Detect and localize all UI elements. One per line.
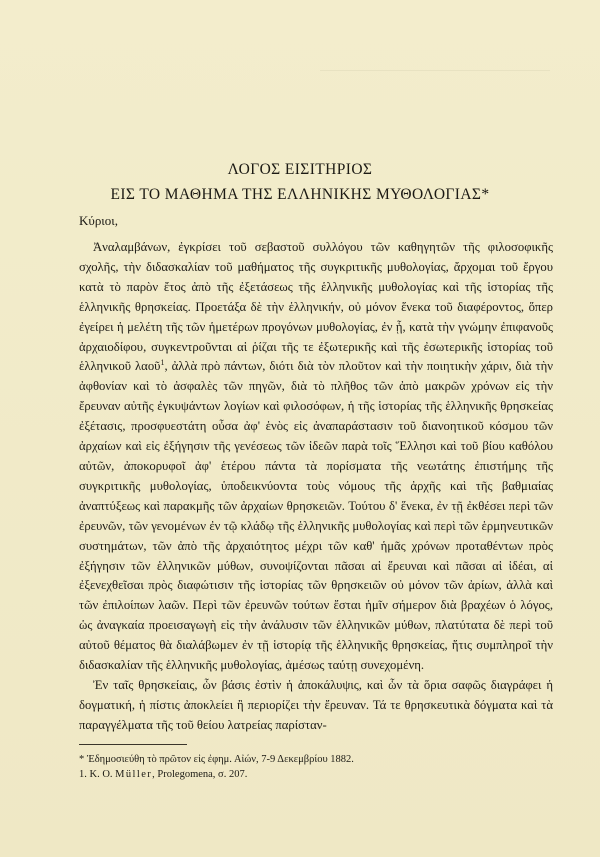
paragraph-2: Ἐν ταῖς θρησκείαις, ὧν βάσις ἐστὶν ἡ ἀποκάλυψις, καὶ ὧν τὰ ὅρια σαφῶς διαγράφει ἡ δογματική, ἡ πίστις ἀποκλείει ἢ περιορίζει τὴν ἔρευναν. Τά τε θρησκευτικὰ δόγματα καὶ τὰ παραγγέλματα τῆς τοῦ θείου λατρείας παρίσταν- [79,677,553,732]
paragraph-1 [79,238,553,676]
body-text [79,238,553,736]
footnote-divider [79,744,187,745]
footnote-ref-1[interactable]: 1 [160,358,165,368]
paragraph-1-part-1: Ἀναλαμβάνων, ἐγκρίσει τοῦ σεβαστοῦ συλλόγου τῶν καθηγητῶν τῆς φιλοσοφικῆς σχολῆς, τὴν διδασκαλίαν τοῦ μαθήματος τῆς συγκριτικῆς μυθολογίας, ἄρχομαι τοῦ ἔργου κατὰ τὸ παρὸν ἔτος ἀπὸ τῆς ἐξετάσεως τῆς ἑλληνικῆς μυθολογίας καὶ τῆς ἱστορίας τῆς ἑλληνικῆς θρησκείας. Προετάξα δὲ τὴν ἑλληνικήν, οὐ μόνον ἕνεκα τοῦ διαφέροντος, ὅπερ ἐγείρει ἡ μελέτη τῆς τῶν ἡμετέρων προγόνων μυθολογίας, ἐν ᾗ, κατὰ τὴν γνώμην ἐπιφανοῦς ἀρχαιοδίφου, συγκεντροῦνται αἱ ῥίζαι τῆς τε ἐξωτερικῆς καὶ τῆς ἐσωτερικῆς ἱστορίας τοῦ ἑλληνικοῦ λαοῦ [79,240,553,374]
footnote-1-prefix: 1. K. O. [79,769,116,780]
bleed-ghost-line [320,70,550,80]
footnote-1-author: Müller [115,769,153,780]
paragraph-1-part-2: , ἀλλὰ πρὸ πάντων, διότι διὰ τὸν πλοῦτον καὶ τὴν ποιητικὴν χάριν, διὰ τὴν ἀφθονίαν καὶ τὸ ἀσφαλὲς τῶν πηγῶν, διὰ τὸ πλῆθος τῶν ἀπὸ μακρῶν χρόνων εἰς τὴν ἔρευναν αὐτῆς ἐγκυψάντων λογίων καὶ φιλοσόφων, ἡ τῆς ἱστορίας τῆς ἑλληνικῆς θρησκείας ἐξέτασις, προσφυεστάτη οὖσα ἀφ' ἑνὸς εἰς ἀναπαράστασιν τοῦ διανοητικοῦ κόσμου τῶν ἀρχαίων καὶ εἰς ἐξήγησιν τῆς γενέσεως τῶν ἰδεῶν παρὰ τοῖς Ἕλλησι καὶ τοῦ βίου καθόλου αὐτῶν, ἀποκορυφοῖ ἀφ' ἑτέρου πάντα τὰ πορίσματα τῆς νεωτάτης ἐπιστήμης τῆς συγκριτικῆς μυθολογίας, ὑποδεικνύοντα τοὺς νόμους τῆς ἀρχῆς καὶ τῆς βαθμιαίας ἀναπτύξεως καὶ παρακμῆς τῶν ἀρχαίων θρησκειῶν. Τούτου δ' ἕνεκα, ἐν τῇ ἐκθέσει περὶ τῶν ἐρευνῶν, τῶν γενομένων ἐν τῷ κλάδῳ τῆς ἑλληνικῆς μυθολογίας καὶ περὶ τῶν ἑρμηνευτικῶν συστημάτων, τῶν ἀπὸ τῆς ἀρχαιότητος μέχρι τῶν καθ' ἡμᾶς χρόνων προταθέντων πρὸς ἐξήγησιν τῶν ἑλληνικῶν μύθων, συνοψίζονται πᾶσαι αἱ ἔρευναι καὶ πᾶσαι αἱ ἰδέαι, αἱ ἐξενεχθεῖσαι πρὸς διαφώτισιν τῆς ἱστορίας τῶν θρησκειῶν οὐ μόνον τῶν ἀρίων, ἀλλὰ καὶ τῶν ἐπιλοίπων λαῶν. Περὶ τῶν ἐρευνῶν τούτων ἔσται ἡμῖν σήμερον διὰ βραχέων ὁ λόγος, ὡς ἀναγκαία προεισαγωγὴ εἰς τὴν ἀνάλυσιν τῶν ἑλληνικῶν μύθων, πλατύτατα δὲ περὶ τοῦ αὐτοῦ θέματος θὰ διαλάβωμεν ἐν τῇ ἱστορίᾳ τῆς ἑλληνικῆς θρησκείας, ἥτις συμπληροῖ τὴν διδασκαλίαν τῆς ἑλληνικῆς μυθολογίας, ἀμέσως ταύτῃ συνεχομένη. [79,359,553,673]
document-title: ΛΟΓΟΣ ΕΙΣΙΤΗΡΙΟΣ [227,161,373,178]
footnote-1 [79,767,553,782]
footnotes [79,752,553,782]
bleed-through-text [0,0,600,80]
footnote-1-suffix: , Prolegomena, σ. 207. [152,769,248,780]
title-block [40,160,560,205]
document-subtitle: ΕΙΣ ΤΟ ΜΑΘΗΜΑ ΤΗΣ ΕΛΛΗΝΙΚΗΣ ΜΥΘΟΛΟΓΙΑΣ* [110,186,490,203]
footnote-star: * Ἐδημοσιεύθη τὸ πρῶτον εἰς ἐφημ. Αἰών, 7-9 Δεκεμβρίου 1882. [79,754,354,765]
salutation: Κύριοι, [79,213,119,228]
